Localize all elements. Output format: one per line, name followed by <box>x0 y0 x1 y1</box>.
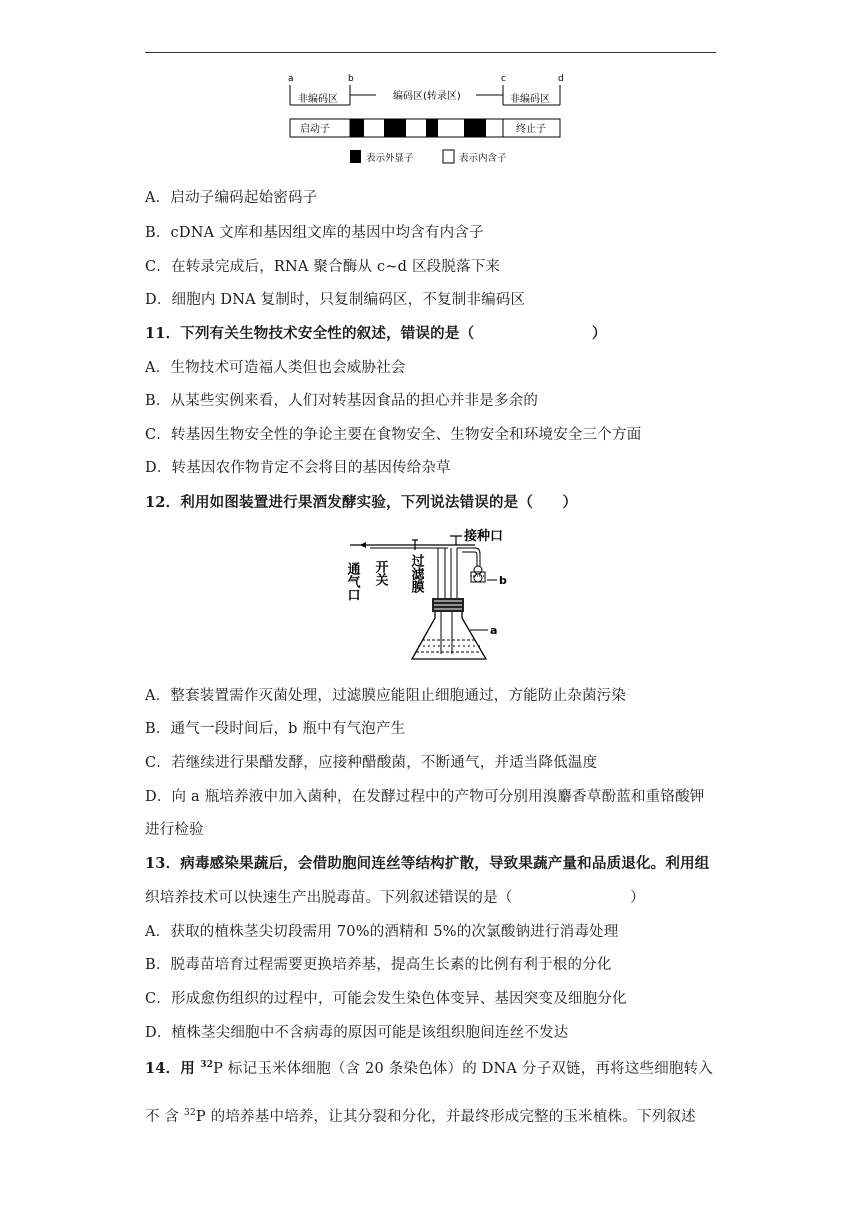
q11-stem: 11．下列有关生物技术安全性的叙述，错误的是（ ） <box>145 325 607 342</box>
legend-intron-swatch <box>443 150 454 163</box>
q12-option-c: C．若继续进行果醋发酵，应接种醋酸菌，不断通气，并适当降低温度 <box>145 755 598 771</box>
q14-isotope-sup-1: 32 <box>200 1060 214 1070</box>
q14-stem-line-1 <box>145 1057 713 1078</box>
q14-line2-rest: P 的培养基中培养，让其分裂和分化，并最终形成完整的玉米植株。下列叙述 <box>195 1109 696 1125</box>
fermentation-apparatus-figure <box>344 526 520 666</box>
q12-option-d-cont: 进行检验 <box>145 822 204 838</box>
q11-option-d: D．转基因农作物肯定不会将目的基因传给杂草 <box>145 460 451 476</box>
exon-1 <box>350 119 364 137</box>
q10-option-b: B．cDNA 文库和基因组文库的基因中均含有内含子 <box>145 225 484 241</box>
exon-2 <box>384 119 406 137</box>
coding-region-label: 编码区(转录区) <box>393 91 461 102</box>
q14-isotope-sup-2: 32 <box>184 1108 196 1118</box>
bottle-a-label: a <box>490 624 498 637</box>
q12-option-a: A．整套装置需作灭菌处理，过滤膜应能阻止细胞通过，方能防止杂菌污染 <box>145 688 627 704</box>
terminator-label: 终止子 <box>516 124 546 135</box>
legend-exon-swatch <box>350 150 361 163</box>
q13-stem-line-2: 织培养技术可以快速生产出脱毒苗。下列叙述错误的是（ ） <box>145 890 645 906</box>
header-rule <box>145 52 716 53</box>
q12-option-b: B．通气一段时间后，b 瓶中有气泡产生 <box>145 721 406 737</box>
q12-option-d: D．向 a 瓶培养液中加入菌种，在发酵过程中的产物可分别用溴麝香草酚蓝和重铬酸钾 <box>145 789 705 805</box>
q11-option-a: A．生物技术可造福人类但也会威胁社会 <box>145 360 406 376</box>
q14-line1-rest: P 标记玉米体细胞（含 20 条染色体）的 DNA 分子双链，再将这些细胞转入 <box>213 1061 714 1077</box>
noncoding-left-label: 非编码区 <box>298 94 338 105</box>
noncoding-right-label: 非编码区 <box>510 94 550 105</box>
exon-4 <box>464 119 486 137</box>
label-d: d <box>558 74 564 84</box>
label-b: b <box>348 74 354 84</box>
promoter-label: 启动子 <box>300 124 330 135</box>
q14-line2-start: 不 含 <box>145 1109 185 1125</box>
q13-option-b: B．脱毒苗培育过程需要更换培养基，提高生长素的比例有利于根的分化 <box>145 957 612 973</box>
q13-option-a: A．获取的植株茎尖切段需用 70%的酒精和 5%的次氯酸钠进行消毒处理 <box>145 924 619 940</box>
gene-structure-diagram <box>286 72 566 167</box>
q10-option-d: D．细胞内 DNA 复制时，只复制编码区，不复制非编码区 <box>145 292 526 308</box>
q14-stem-line-2 <box>145 1105 696 1126</box>
q12-stem: 12．利用如图装置进行果酒发酵实验，下列说法错误的是（ ） <box>145 494 578 511</box>
switch-label: 开关 <box>372 560 388 586</box>
bottle-b-label: b <box>499 574 507 587</box>
q13-option-d: D．植株茎尖细胞中不含病毒的原因可能是该组织胞间连丝不发达 <box>145 1025 569 1041</box>
exon-3 <box>426 119 438 137</box>
q11-option-c: C．转基因生物安全性的争论主要在食物安全、生物安全和环境安全三个方面 <box>145 427 642 443</box>
q13-option-c: C．形成愈伤组织的过程中，可能会发生染色体变异、基因突变及细胞分化 <box>145 991 627 1007</box>
air-inlet-label: 通气口 <box>344 562 360 601</box>
label-a: a <box>288 74 294 84</box>
q10-option-a: A．启动子编码起始密码子 <box>145 190 318 206</box>
q14-line1-start: 14．用 <box>145 1060 201 1077</box>
filter-membrane-label: 过滤膜 <box>408 554 424 593</box>
inoculation-port-label: 接种口 <box>464 529 504 544</box>
q13-stem-line-1: 13．病毒感染果蔬后，会借助胞间连丝等结构扩散，导致果蔬产量和品质退化。利用组 <box>145 855 710 872</box>
label-c: c <box>501 74 506 84</box>
q11-option-b: B．从某些实例来看，人们对转基因食品的担心并非是多余的 <box>145 393 539 409</box>
q10-option-c: C．在转录完成后，RNA 聚合酶从 c~d 区段脱落下来 <box>145 259 501 275</box>
legend-exon-label: 表示外显子 <box>366 153 414 164</box>
legend-intron-label: 表示内含子 <box>459 153 507 164</box>
